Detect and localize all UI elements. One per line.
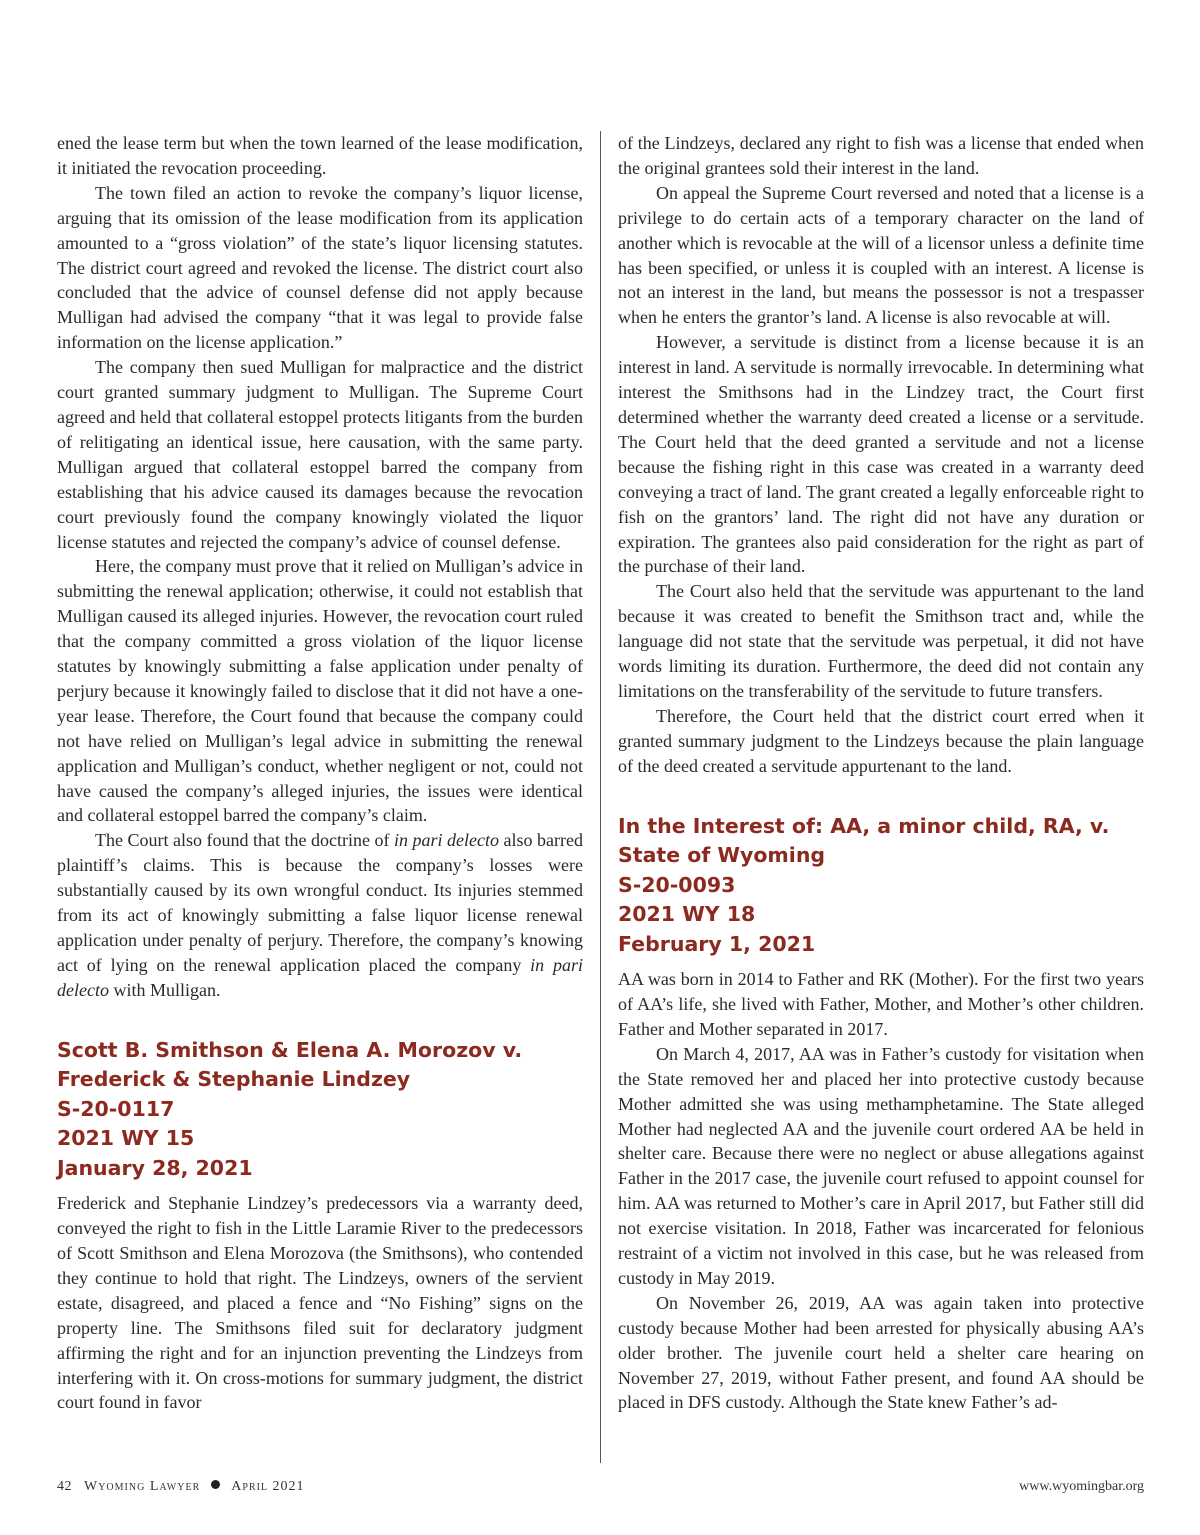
- paragraph: ened the lease term but when the town learned of the lease modification, it initiated the revocation proceeding.: [57, 133, 583, 178]
- bullet-dot-icon: [211, 1480, 220, 1489]
- case-title: Scott B. Smithson & Elena A. Morozov v. Frederick & Stephanie Lindzey: [57, 1037, 523, 1092]
- paragraph: Therefore, the Court held that the district court erred when it granted summary judgment to the Lindzeys because the plain language of the deed created a servitude appurtenant to the land.: [618, 705, 1144, 776]
- paragraph: Here, the company must prove that it relied on Mulligan’s advice in submitting the renewal application; otherwise, it could not establish that Mulligan caused its alleged injuries. However, the revocation court ruled that the company committed a gross violation of the liquor license statutes by knowingly submitting a false application under penalty of perjury because it knowingly failed to disclose that it did not have a one-year lease. Therefore, the Court found that because the company could not have relied on Mulligan’s legal advice in submitting the renewal application and Mulligan’s conduct, whether negligent or not, could not have caused the company’s alleged injuries, the issues were identical and collateral estoppel barred the company’s claim.: [57, 556, 583, 826]
- paragraph: of the Lindzeys, declared any right to fish was a license that ended when the original grantees sold their interest in the land.: [618, 133, 1144, 178]
- page-number: 42: [57, 1479, 72, 1494]
- case-paragraph: On November 26, 2019, AA was again taken into protective custody because Mother had been arrested for physically abusing AA’s older brother. The juvenile court held a shelter care hearing on November 27, 2019, without Father present, and found AA should be placed in DFS custody. Although the State knew Father’s ad-: [618, 1292, 1144, 1413]
- case-citation: 2021 WY 15: [57, 1126, 195, 1151]
- case-citation: 2021 WY 18: [618, 902, 756, 927]
- italic-term: in pari delecto: [394, 830, 499, 851]
- paragraph: The Court also held that the servitude was appurtenant to the land because it was created to benefit the Smithson tract and, while the language did not state that the servitude was perpetual, it did not have words limiting its duration. Furthermore, the deed did not contain any limitations on the transferability of the servitude to future transfers.: [618, 581, 1144, 701]
- publication-name: Wyoming Lawyer: [84, 1479, 201, 1494]
- case-paragraph: Frederick and Stephanie Lindzey’s predecessors via a warranty deed, conveyed the right to fish in the Little Laramie River to the predecessors of Scott Smithson and Elena Morozova (the Smithsons), who contended they continue to hold that right. The Lindzeys, owners of the servient estate, disagreed, and placed a fence and “No Fishing” signs on the property line. The Smithsons filed suit for declaratory judgment affirming the right and for an injunction preventing the Lindzeys from interfering with it. On cross-motions for summary judgment, the district court found in favor: [57, 1193, 583, 1413]
- case-paragraph: On March 4, 2017, AA was in Father’s custody for visitation when the State removed her and placed her into protective custody because Mother admitted she was using methamphetamine. The State alleged Mother had neglected AA and the juvenile court ordered AA be held in shelter care. Because there were no neglect or abuse allegations against Father in the 2017 case, the juvenile court refused to appoint counsel for him. AA was returned to Mother’s care in April 2017, but Father still did not exercise visitation. In 2018, Father was incarcerated for felonious restraint of a victim not involved in this case, but he was released from custody in May 2019.: [618, 1043, 1144, 1288]
- case-docket: S-20-0093: [618, 872, 736, 897]
- paragraph: However, a servitude is distinct from a license because it is an interest in land. A servitude is normally irrevocable. In determining what interest the Smithsons had in the Lindzey tract, the Court first determined whether the warranty deed created a license or a servitude. The Court held that the deed granted a servitude and not a license because the fishing right in this case was created in a warranty deed conveying a tract of land. The grant created a legally enforceable right to fish on the grantors’ land. The right did not have any duration or expiration. The grantees also paid consideration for the right as part of the purchase of their land.: [618, 332, 1144, 577]
- case-heading-smithson: [57, 1036, 583, 1184]
- text-run: also barred plaintiff’s claims. This is because the company’s losses were substantially caused by its own wrongful conduct. Its injuries stemmed from its act of knowingly submitting a false liquor license renewal application under penalty of perjury. Therefore, the company’s knowing act of lying on the renewal application placed the company: [57, 830, 583, 975]
- page-footer: [57, 1479, 1144, 1501]
- column-divider: [600, 131, 601, 1463]
- text-run: The Court also found that the doctrine of: [95, 830, 394, 851]
- right-column: [618, 131, 1144, 1415]
- paragraph: The company then sued Mulligan for malpractice and the district court granted summary judgment to Mulligan. The Supreme Court agreed and held that collateral estoppel protects litigants from the burden of relitigating an identical issue, here causation, with the same party. Mulligan argued that collateral estoppel barred the company from establishing that his advice caused its damages because the revocation court previously found the company knowingly violated the liquor license statutes and rejected the company’s advice of counsel defense.: [57, 357, 583, 552]
- case-docket: S-20-0117: [57, 1096, 175, 1121]
- issue-date: April 2021: [231, 1479, 305, 1494]
- text-run: with Mulligan.: [108, 979, 221, 1000]
- paragraph-in-pari-delecto: [57, 828, 583, 1002]
- case-heading-aa: [618, 812, 1144, 960]
- paragraph: The town filed an action to revoke the company’s liquor license, arguing that its omission of the lease modification from its application amounted to a “gross violation” of the state’s liquor licensing statutes. The district court agreed and revoked the license. The district court also concluded that the advice of counsel defense did not apply because Mulligan had advised the company “that it was legal to provide false information on the license application.”: [57, 182, 583, 353]
- case-paragraph: AA was born in 2014 to Father and RK (Mother). For the first two years of AA’s life, she lived with Father, Mother, and Mother’s other children. Father and Mother separated in 2017.: [618, 969, 1144, 1039]
- italic-term: in pari delecto: [57, 954, 583, 1000]
- case-title: In the Interest of: AA, a minor child, RA, v. State of Wyoming: [618, 813, 1110, 868]
- case-date: January 28, 2021: [57, 1155, 253, 1180]
- paragraph: On appeal the Supreme Court reversed and noted that a license is a privilege to do certain acts of a temporary character on the land of another which is revocable at the will of a licensor unless a definite time has been specified, or unless it is coupled with an interest. A license is not an interest in the land, but means the possessor is not a trespasser when he enters the grantor’s land. A license is also revocable at will.: [618, 182, 1144, 328]
- case-date: February 1, 2021: [618, 931, 816, 956]
- footer-publication-info: [57, 1479, 305, 1495]
- left-column: [57, 131, 583, 1415]
- website-url: www.wyomingbar.org: [1019, 1479, 1144, 1494]
